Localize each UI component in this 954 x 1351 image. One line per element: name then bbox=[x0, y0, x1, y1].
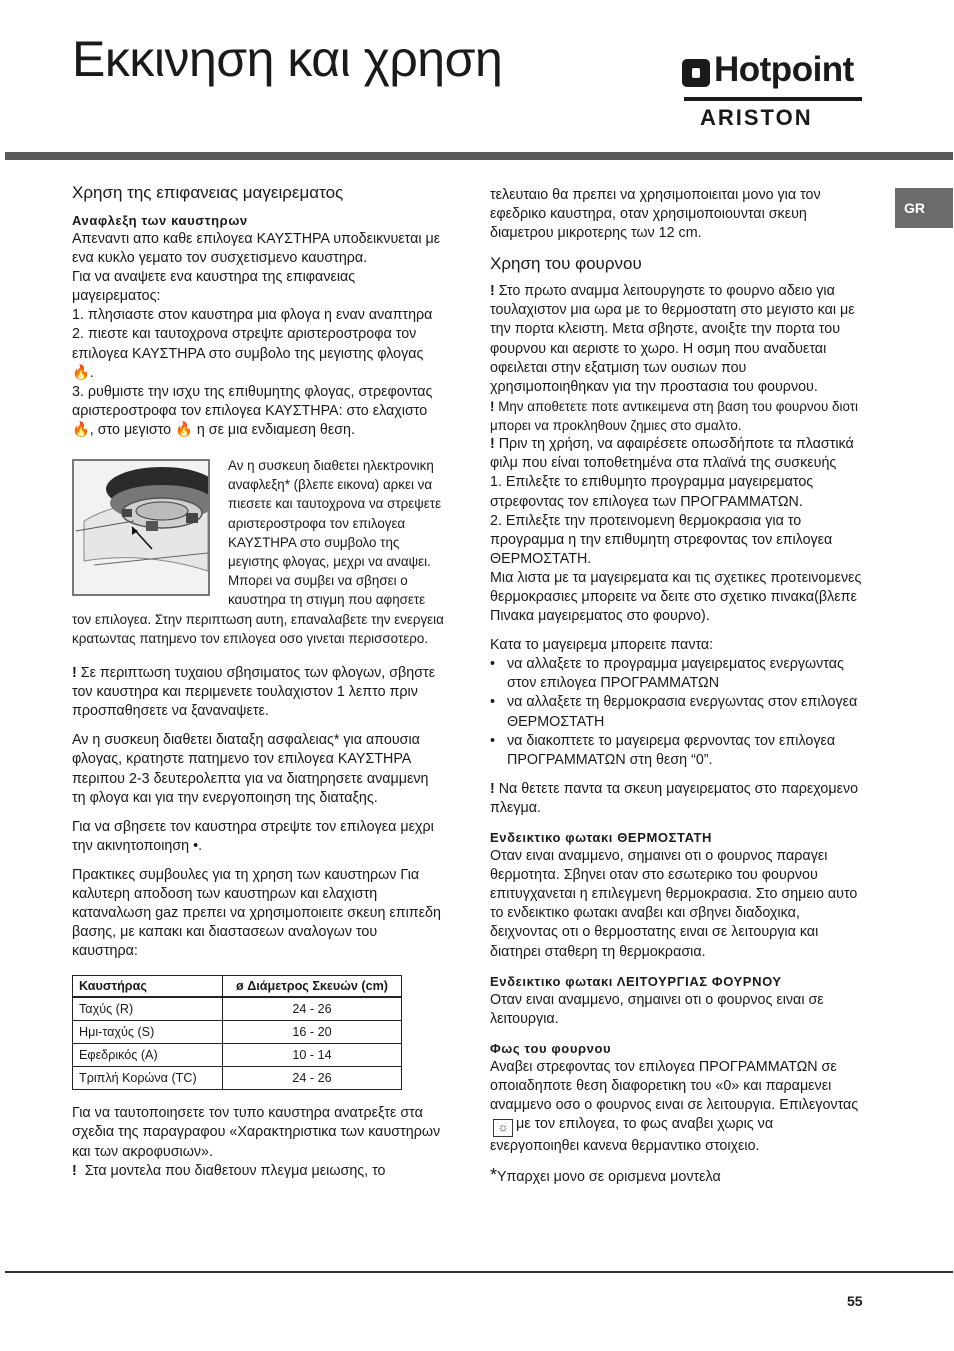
warning-icon: ! bbox=[490, 398, 499, 414]
list-item: • να αλλαξετε τη θερμοκρασια ενεργωντας στον επιλογεα ΘΕΡΜΟΣΤΑΤΗ bbox=[490, 693, 864, 731]
right-column bbox=[490, 186, 864, 1187]
hotpoint-ariston-logo bbox=[682, 50, 864, 132]
page-number: 55 bbox=[847, 1293, 863, 1309]
paragraph: Απεναντι απο καθε επιλογεα ΚΑΥΣΤΗΡΑ υποδεικνυεται με ενα κυκλο γεματο τον συσχετισμενο καυστηρα. bbox=[72, 231, 441, 267]
paragraph-oven-lamp: Αναβει στρεφοντας τον επιλογεα ΠΡΟΓΡΑΜΜΑΤΩΝ σε οποιαδηποτε θεση διαφορετικη του «0» και παραμενει αναμμενο οσο ο φουρνος ειναι σε λειτουργια. Επιλεγοντας☼ με τον επιλογεα, το φως αναβει χωρις να ενεργοποιηθει κανενα θερμαντικο στοιχειο. bbox=[490, 1058, 859, 1155]
table-cell: 24 - 26 bbox=[223, 997, 402, 1021]
step: 1. Επιλεξτε το επιθυμητο προγραμμα μαγειρεματος στρεφοντας τον επιλογεα των ΠΡΟΓΡΑΜΜΑΤΩΝ. bbox=[490, 474, 814, 510]
paragraph: Πρακτικες συμβουλες για τη χρηση των καυστηρων Για καλυτερη αποδοση των καυστηρων και ελαχιστη καταναλωση gaz πρεπει να χρησιμοποιειτε σκευη επιπεδη βασης, με καπακι και διαστασεων αναλογων του καυστηρα: bbox=[72, 866, 441, 960]
paragraph: Αν η συσκευη διαθετει διαταξη ασφαλειας* για απουσια φλογας, κρατηστε πατημενο τον επιλογεα ΚΑΥΣΤΗΡΑ περιπου 2-3 δευτερολεπτα για να διατηρησετε αναμμενη τη φλογα και για την ενεργοποιηση της διαταξης. bbox=[72, 732, 429, 806]
footnote: *Υπαρχει μονο σε ορισμενα μοντελα bbox=[490, 1165, 721, 1186]
brand-mark-icon bbox=[682, 59, 710, 87]
table-row bbox=[73, 1044, 402, 1067]
table-cell: Ταχύς (R) bbox=[73, 997, 223, 1021]
subheading-ignition: Αναφλεξη των καυστηρων bbox=[72, 213, 248, 228]
warning-icon: ! bbox=[490, 436, 499, 453]
table-cell: 24 - 26 bbox=[223, 1067, 402, 1090]
warning: ! Σε περιπτωση τυχαιου σβησιματος των φλογων, σβηστε τον καυστηρα και περιμενετε τουλαχιστον 1 λεπτο πριν προσπαθησετε να ξαναναψετε. bbox=[72, 665, 436, 720]
warning-icon: ! bbox=[72, 665, 81, 682]
logo-brand-text: Hotpoint bbox=[714, 50, 854, 89]
warning-icon: ! bbox=[490, 283, 499, 300]
section-heading-oven: Χρηση του φουρνου bbox=[490, 254, 642, 274]
lamp-icon: ☼ bbox=[493, 1119, 513, 1137]
step: 1. πλησιαστε στον καυστηρα μια φλογα η εναν αναπτηρα bbox=[72, 307, 433, 324]
table-header: ø Διάμετρος Σκευών (cm) bbox=[223, 976, 402, 998]
table-row bbox=[73, 997, 402, 1021]
paragraph: Για να σβησετε τον καυστηρα στρεψτε τον επιλογεα μεχρι την ακινητοποιηση •. bbox=[72, 818, 434, 854]
list-item: • να διακοπτετε το μαγειρεμα φερνοντας τον επιλογεα ΠΡΟΓΡΑΜΜΑΤΩΝ στη θεση “0”. bbox=[490, 732, 864, 770]
table-cell: Εφεδρικός (A) bbox=[73, 1044, 223, 1067]
subheading-thermostat-light: Ενδεικτικο φωτακι ΘΕΡΜΟΣΤΑΤΗ bbox=[490, 830, 713, 846]
warning: ! Μην αποθετετε ποτε αντικειμενα στη βαση του φουρνου διοτι μπορει να προκληθουν ζημιες στο σμαλτο. bbox=[490, 398, 858, 434]
asterisk: * bbox=[490, 1165, 498, 1186]
paragraph-electronic-ignition: Αν η συσκευη διαθετει ηλεκτρονικη αναφλεξη* (βλεπε εικονα) αρκει να πιεσετε και ταυτοχρονα να στρεψετε αριστεροστροφα τον επιλογεα ΚΑΥΣΤΗΡΑ στο συμβολο της μεγιστης φλογας, μεχρι να αναψει. Μπορει να συμβει να σβησει ο καυστηρα τη στιγμη που αφησετε τον επιλογεα. Στην περιπτωση αυτη, επαναλαβετε την ενεργεια κρατωντας πατημενο τον επιλογεα οσο γινεται περισσοτερο. bbox=[72, 458, 444, 646]
paragraph: Κατα το μαγειρεμα μπορειτε παντα: bbox=[490, 637, 714, 654]
table-cell: Τριπλή Κορώνα (TC) bbox=[73, 1067, 223, 1090]
step: 3. ρυθμιστε την ισχυ της επιθυμητης φλογας, στρεφοντας αριστεροστροφα τον επιλογεα ΚΑΥΣΤΗΡΑ: στο ελαχιστο 🔥, στο μεγιστο 🔥 η σε μια ενδιαμεση θεση. bbox=[72, 383, 433, 438]
logo-divider bbox=[684, 97, 862, 101]
logo-sub-text: ARISTON bbox=[700, 105, 813, 130]
warning-icon: ! bbox=[490, 780, 499, 797]
step: 2. Επιλεξτε την προτεινομενη θερμοκρασια για το προγραμμα η την επιθυμητη στρεφοντας τον επιλογεα ΘΕΡΜΟΣΤΑΤΗ. bbox=[490, 512, 833, 567]
warning: ! Να θετετε παντα τα σκευη μαγειρεματος στο παρεχομενο πλεγμα. bbox=[490, 780, 859, 816]
warning-icon: ! bbox=[72, 1162, 85, 1179]
burner-diameter-table bbox=[72, 975, 402, 1090]
table-cell: 16 - 20 bbox=[223, 1021, 402, 1044]
subheading-oven-lamp: Φως του φουρνου bbox=[490, 1040, 612, 1056]
footer-divider bbox=[5, 1271, 953, 1273]
burner-ignition-image bbox=[72, 459, 210, 596]
header-divider bbox=[5, 152, 953, 160]
warning: ! Πριν τη χρήση, να αφαιρέσετε οπωσδήποτε τα πλαστικά φιλμ που είναι τοποθετημένα στα πλαϊνά της συσκευής bbox=[490, 436, 854, 472]
table-cell: 10 - 14 bbox=[223, 1044, 402, 1067]
page-title: Εκκινηση και χρηση bbox=[72, 31, 503, 87]
paragraph: Μια λιστα με τα μαγειρεματα και τις σχετικες προτεινομενες θερμοκρασιες μπορειτε να δειτε στο σχετικο πινακα(βλεπε Πινακα μαγειρεματος στο φουρνο). bbox=[490, 569, 862, 625]
table-row bbox=[73, 1067, 402, 1090]
language-tab: GR bbox=[895, 188, 953, 228]
list-item: • να αλλαξετε το προγραμμα μαγειρεματος ενεργωντας στον επιλογεα ΠΡΟΓΡΑΜΜΑΤΩΝ bbox=[490, 655, 864, 693]
paragraph: Οταν ειναι αναμμενο, σημαινει οτι ο φουρνος ειναι σε λειτουργια. bbox=[490, 991, 824, 1027]
paragraph: Για να αναψετε ενα καυστηρα της επιφανειας μαγειρεματος: bbox=[72, 269, 356, 305]
warning: ! Στο πρωτο αναμμα λειτουργηστε το φουρνο αδειο για τουλαχιστον μια ωρα με το θερμοστατη στο μεγιστο και με την πορτα κλειστη. Μετα σβηστε, ανοιξτε την πορτα του φουρνου και αεριστε το χωρο. Η οσμη που αναδυεται οφειλεται στην εξατμιση των ουσιων που χρησιμοποιηθηκαν για την προστασια του φουρνου. bbox=[490, 283, 855, 395]
warning: ! Στα μοντελα που διαθετουν πλεγμα μειωσης, το bbox=[72, 1162, 386, 1179]
left-column bbox=[72, 182, 444, 1181]
paragraph: Οταν ειναι αναμμενο, σημαινει οτι ο φουρνος παραγει θερμοτητα. Σβηνει οταν στο εσωτερικο του φουρνου επιτυγχανεται η επιλεγμενη θερμοκρασια. Στο σημειο αυτο το ενδεικτικο φωτακι αναβει και σβηνει διαδοχικα, δειχνοντας οτι ο θερμοστατης ειναι σε λειτουργια και διατηρει σταθερη τη θερμοκρασια. bbox=[490, 848, 858, 960]
section-heading-hob: Χρηση της επιφανειας μαγειρεματος bbox=[72, 183, 344, 202]
bullet-list bbox=[490, 655, 864, 770]
subheading-oven-light: Ενδεικτικο φωτακι ΛΕΙΤΟΥΡΓΙΑΣ ΦΟΥΡΝΟΥ bbox=[490, 973, 782, 989]
table-header: Καυστήρας bbox=[73, 976, 223, 998]
paragraph: τελευταιο θα πρεπει να χρησιμοποιειται μονο για τον εφεδρικο καυστηρα, οταν χρησιμοποιουνται σκευη διαμετρου μικροτερης των 12 cm. bbox=[490, 187, 821, 242]
step: 2. πιεστε και ταυτοχρονα στρεψτε αριστεροστροφα τον επιλογεα ΚΑΥΣΤΗΡΑ στο συμβολο της μεγιστης φλογας 🔥. bbox=[72, 326, 424, 381]
paragraph: Για να ταυτοποιησετε τον τυπο καυστηρα ανατρεξτε στα σχεδια της παραγραφου «Χαρακτηριστικα των καυστηρων και των ακροφυσιων». bbox=[72, 1105, 441, 1160]
table-cell: Ημι-ταχύς (S) bbox=[73, 1021, 223, 1044]
table-row bbox=[73, 1021, 402, 1044]
